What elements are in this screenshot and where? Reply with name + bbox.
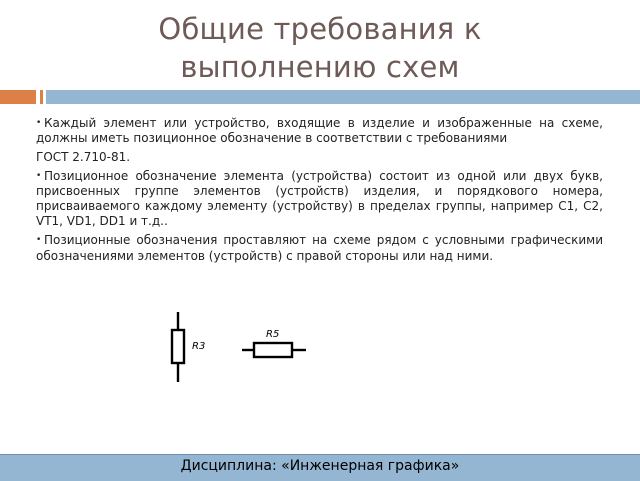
paragraph-4: [36, 233, 603, 263]
slide-title-line-2: выполнению схем: [180, 50, 460, 84]
paragraph-2-text: ГОСТ 2.710-81.: [36, 150, 131, 165]
slide-title: [0, 10, 640, 86]
divider-blue-bar: [46, 90, 640, 104]
horizontal-resistor-symbol: [242, 343, 306, 357]
paragraph-1: [36, 116, 603, 146]
horizontal-resistor-label: R5: [266, 329, 280, 340]
paragraph-1-text: Каждый элемент или устройство, входящие в изделие и изображенные на схеме, должны иметь позиционное обозначение в соответствии с требованиями: [36, 116, 603, 146]
footer-bar: [0, 454, 640, 481]
vertical-resistor-symbol: [172, 312, 184, 382]
paragraph-3: [36, 169, 603, 230]
slide-title-line-1: Общие требования к: [158, 12, 482, 46]
bullet-icon: •: [36, 235, 42, 246]
vertical-resistor-label: R3: [192, 341, 206, 352]
resistor-schematic: [150, 312, 340, 390]
paragraph-2: [36, 150, 603, 165]
divider-orange-block: [0, 90, 36, 104]
bullet-icon: •: [36, 170, 42, 181]
divider-orange-thin: [40, 90, 43, 104]
bullet-icon: •: [36, 118, 42, 128]
paragraph-3-text: Позиционное обозначение элемента (устройства) состоит из одной или двух букв, присвоенных группе элементов (устройств) изделия, и порядкового номера, присваиваемого каждому элементу (устройству) в пределах группы, например С1, С2, VT1, VD1, DD1 и т.д..: [36, 168, 603, 229]
footer-discipline-text: Дисциплина: «Инженерная графика»: [180, 458, 460, 474]
title-divider: [0, 87, 640, 107]
slide-body: [36, 116, 603, 268]
paragraph-4-text: Позиционные обозначения проставляют на схеме рядом с условными графическими обозначениями элементов (устройств) с правой стороны или над ними.: [36, 233, 603, 263]
